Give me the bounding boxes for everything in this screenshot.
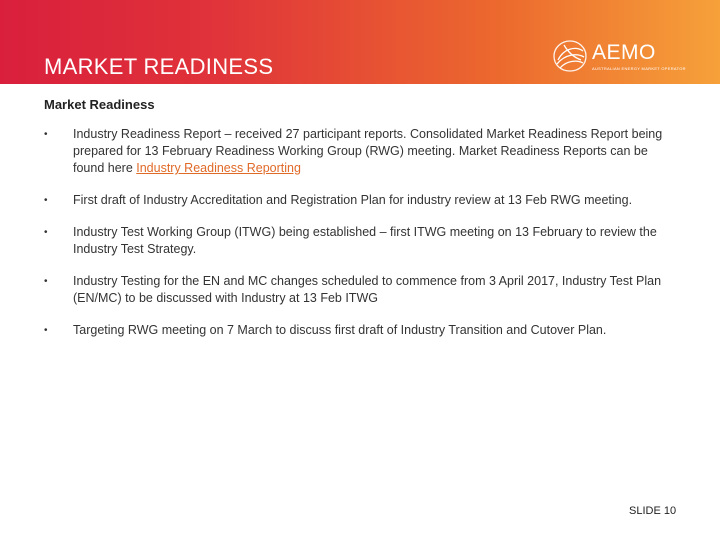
slide-title: MARKET READINESS — [44, 54, 274, 79]
aemo-logo-tagline: AUSTRALIAN ENERGY MARKET OPERATOR — [592, 66, 686, 71]
section-heading: Market Readiness — [44, 97, 155, 112]
bullet-marker: • — [44, 276, 48, 287]
bullet-list — [44, 126, 664, 354]
bullet-marker: • — [44, 325, 48, 336]
header-banner — [0, 0, 720, 84]
bullet-marker: • — [44, 227, 48, 238]
bullet-text: Industry Test Working Group (ITWG) being established – first ITWG meeting on 13 February to review the Industry Test Strategy. — [73, 225, 657, 256]
slide-number: SLIDE 10 — [629, 505, 677, 517]
industry-readiness-reporting-link[interactable]: Industry Readiness Reporting — [136, 161, 301, 175]
bullet-marker: • — [44, 195, 48, 206]
aemo-logo-icon — [550, 38, 590, 74]
bullet-text: Industry Testing for the EN and MC changes scheduled to commence from 3 April 2017, Industry Test Plan (EN/MC) to be discussed with Industry at 13 Feb ITWG — [73, 274, 662, 305]
bullet-item — [44, 192, 664, 209]
bullet-item — [44, 322, 664, 339]
bullet-item — [44, 273, 664, 307]
bullet-text: Industry Readiness Report – received 27 participant reports. Consolidated Market Readiness Report being prepared for 13 February Readiness Working Group (RWG) meeting. Market Readiness Reports can be found here — [73, 127, 663, 175]
bullet-text: First draft of Industry Accreditation and Registration Plan for industry review at 13 Feb RWG meeting. — [73, 193, 633, 207]
bullet-marker: • — [44, 129, 48, 140]
aemo-logo-text: AEMO — [592, 41, 656, 64]
bullet-item — [44, 126, 664, 177]
aemo-logo — [550, 38, 686, 78]
bullet-text: Targeting RWG meeting on 7 March to discuss first draft of Industry Transition and Cutover Plan. — [73, 323, 607, 337]
bullet-item — [44, 224, 664, 258]
